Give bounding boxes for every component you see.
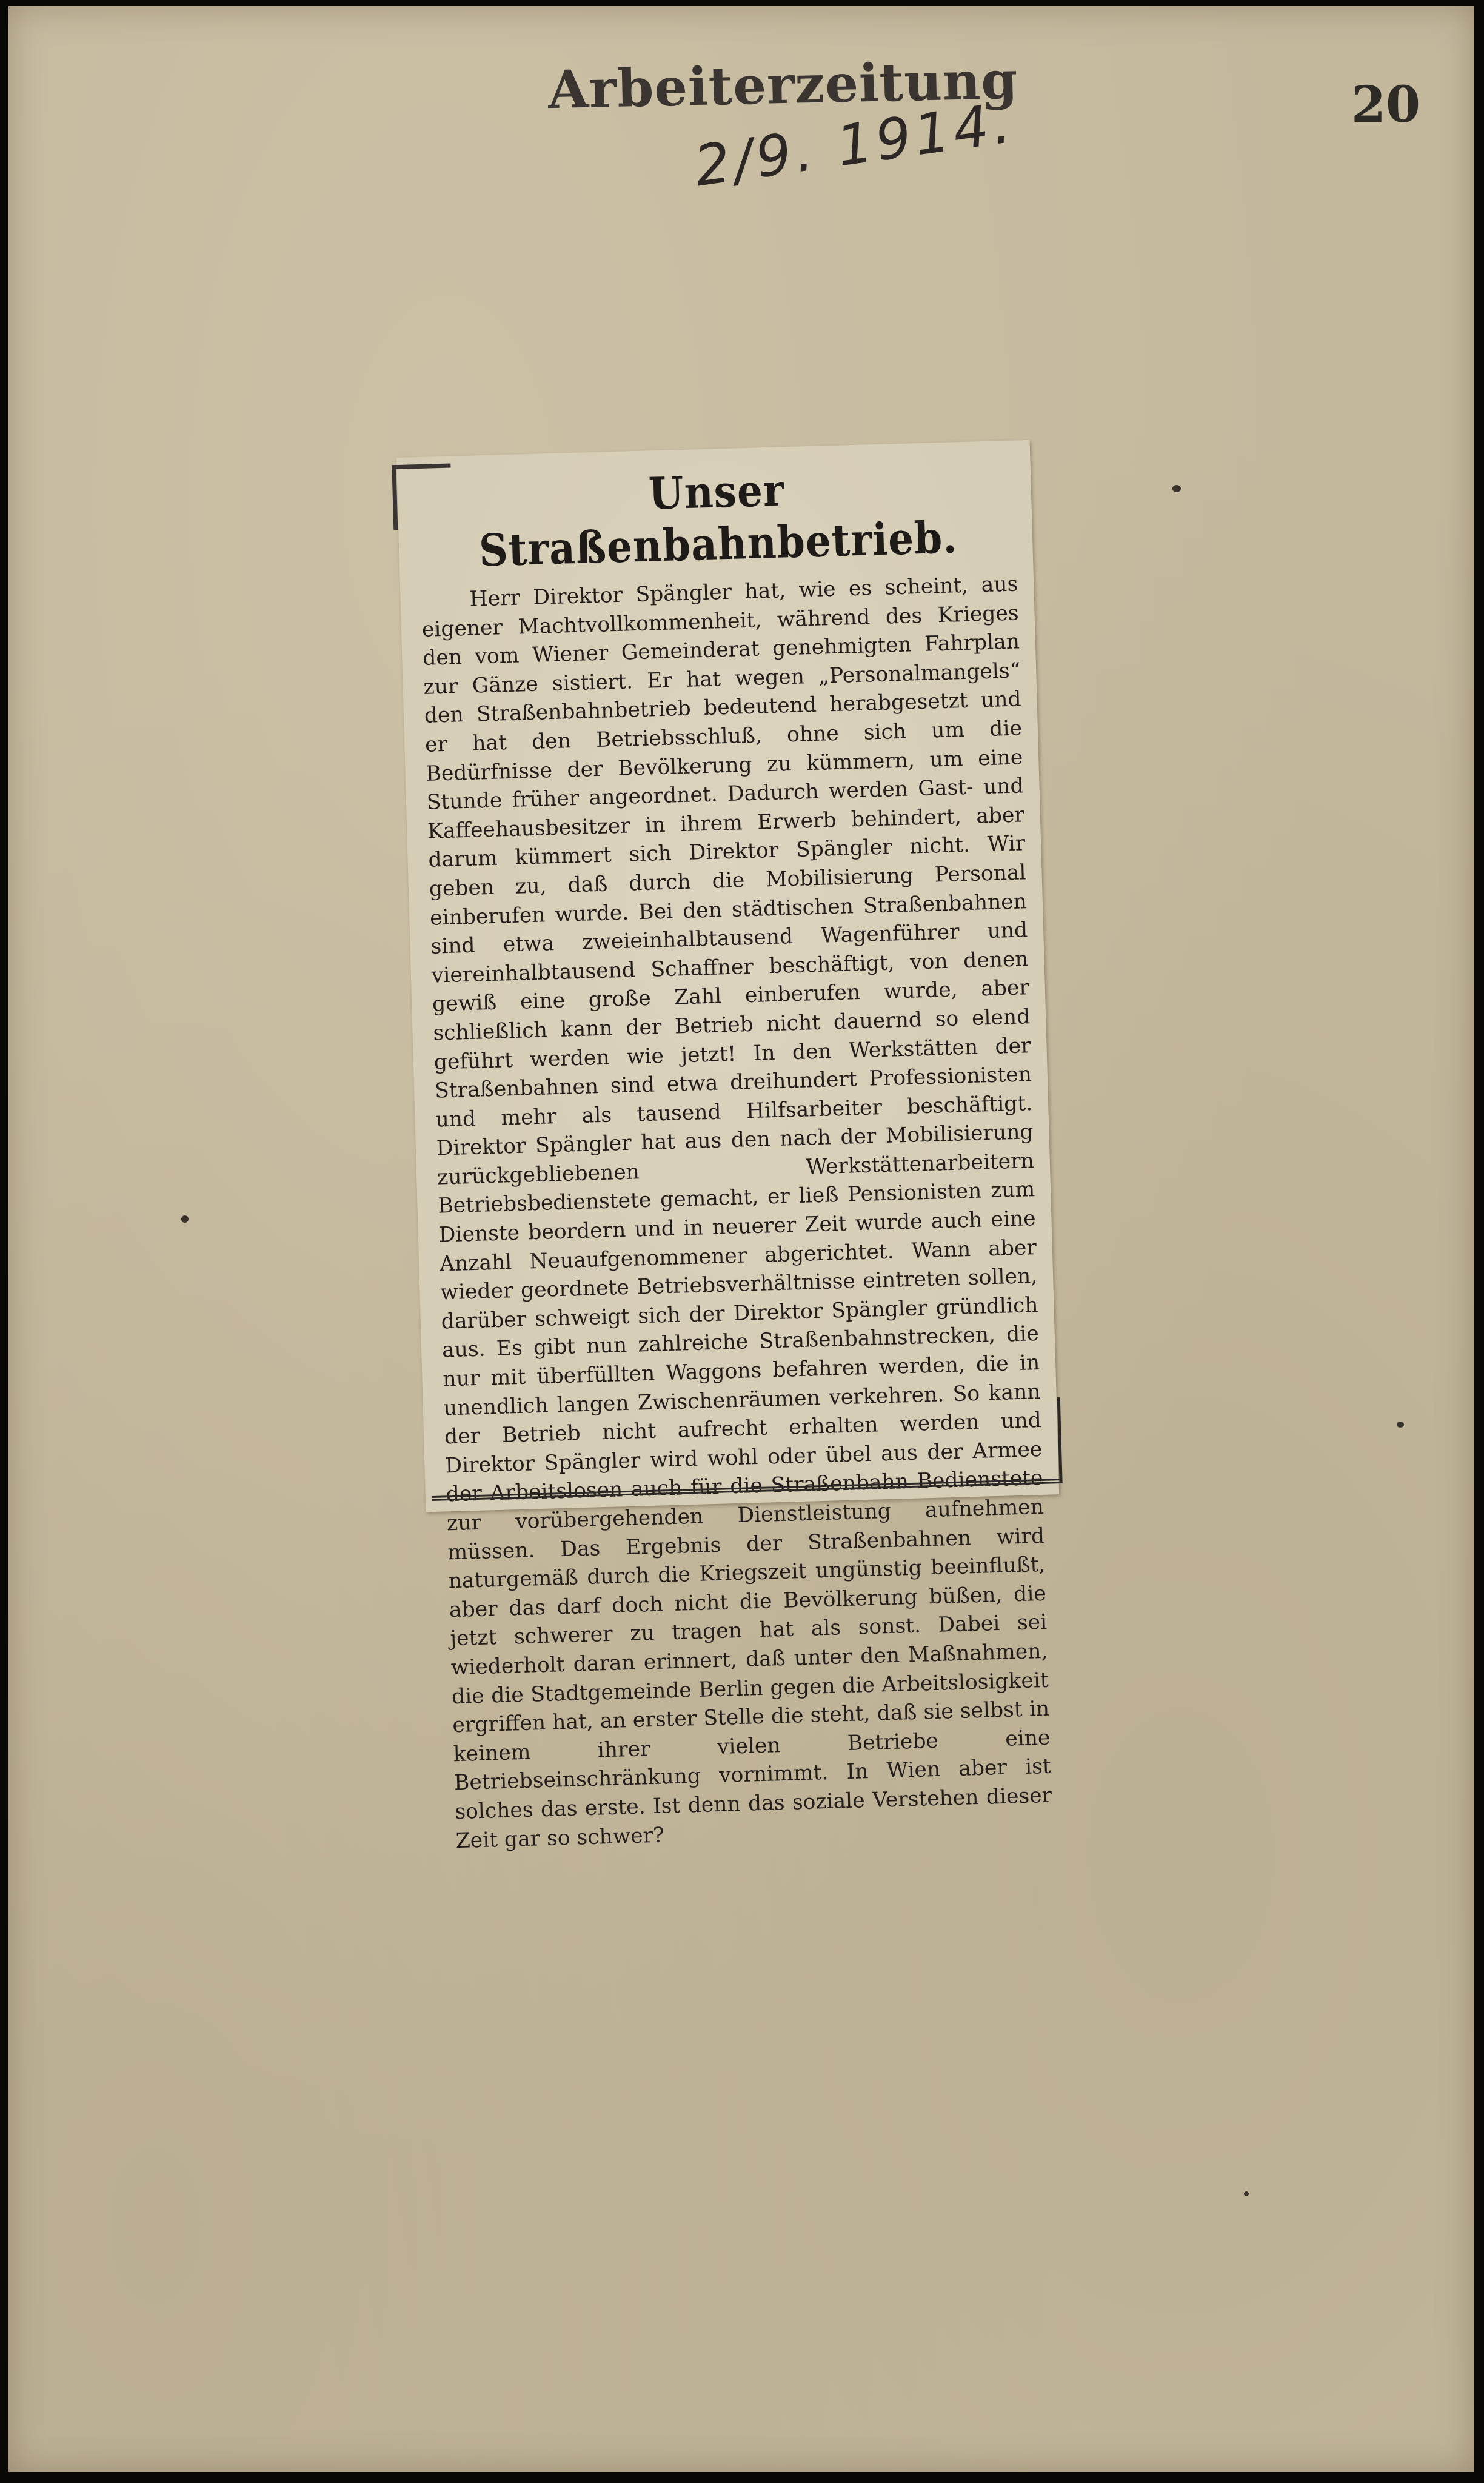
handwritten-date: 2/9. 1914. <box>690 90 1018 199</box>
paper-speck <box>1244 2191 1249 2196</box>
publication-stamp: Arbeiterzeitung <box>547 49 1019 121</box>
clipping-right-rule <box>1057 1397 1063 1482</box>
paper-speck <box>181 1215 189 1223</box>
paper-speck <box>1172 485 1181 492</box>
article-body: Herr Direktor Spängler hat, wie es scheint, aus eigener Machtvollkommenheit, während des Krieges den vom Wiener Gemeinderat genehmigten Fahrplan zur Gänze sistiert. Er hat wegen „Personalmangels“ den Straßenbahnbetrieb bedeutend herabgesetzt und er hat den Betriebsschluß, ohne sich um die Bedürfnisse der Bevölkerung zu kümmern, um eine Stunde früher angeordnet. Dadurch werden Gast- und Kaffeehausbesitzer in ihrem Erwerb behindert, aber darum kümmert sich Direktor Spängler nicht. Wir geben zu, daß durch die Mobilisierung Personal einberufen wurde. Bei den städtischen Straßenbahnen sind etwa zweieinhalbtausend Wagenführer und viereinhalbtausend Schaffner beschäftigt, von denen gewiß eine große Zahl einberufen wurde, aber schließlich kann der Betrieb nicht dauernd so elend geführt werden wie jetzt! In den Werkstätten der Straßenbahnen sind etwa dreihundert Professionisten und mehr als tausend Hilfsarbeiter beschäftigt. Direktor Spängler hat aus den nach der Mobilisierung zurückgebliebenen Werkstättenarbeitern Betriebsbedienstete gemacht, er ließ Pensionisten zum Dienste beordern und in neuerer Zeit wurde auch eine Anzahl Neuaufgenommener abgerichtet. Wann aber wieder geordnete Betriebsverhältnisse eintreten sollen, darüber schweigt sich der Direktor Spängler gründlich aus. Es gibt nun zahlreiche Straßenbahnstrecken, die nur mit überfüllten Waggons befahren werden, die in unendlich langen Zwischenräumen verkehren. So kann der Betrieb nicht aufrecht erhalten werden und Direktor Spängler wird wohl oder übel aus der Armee der Arbeitslosen auch für die Straßenbahn Bedienstete zur vorübergehenden Dienstleistung aufnehmen müssen. Das Ergebnis der Straßenbahnen wird naturgemäß durch die Kriegszeit ungünstig beeinflußt, aber das darf doch nicht die Bevölkerung büßen, die jetzt schwerer zu tragen hat als sonst. Dabei sei wiederholt daran erinnert, daß unter den Maßnahmen, die die Stadtgemeinde Berlin gegen die Arbeitslosigkeit ergriffen hat, an erster Stelle die steht, daß sie selbst in keinem ihrer vielen Betriebe eine Betriebseinschränkung vornimmt. In Wien aber ist solches das erste. Ist denn das soziale Verstehen dieser Zeit gar so schwer? <box>421 572 1052 1853</box>
paper-speck <box>1397 1422 1404 1428</box>
archive-sheet <box>8 6 1474 2472</box>
page-number: 20 <box>1351 76 1421 134</box>
article-headline: Unser Straßenbahnbetrieb. <box>478 464 958 577</box>
newspaper-clipping <box>396 440 1059 1853</box>
